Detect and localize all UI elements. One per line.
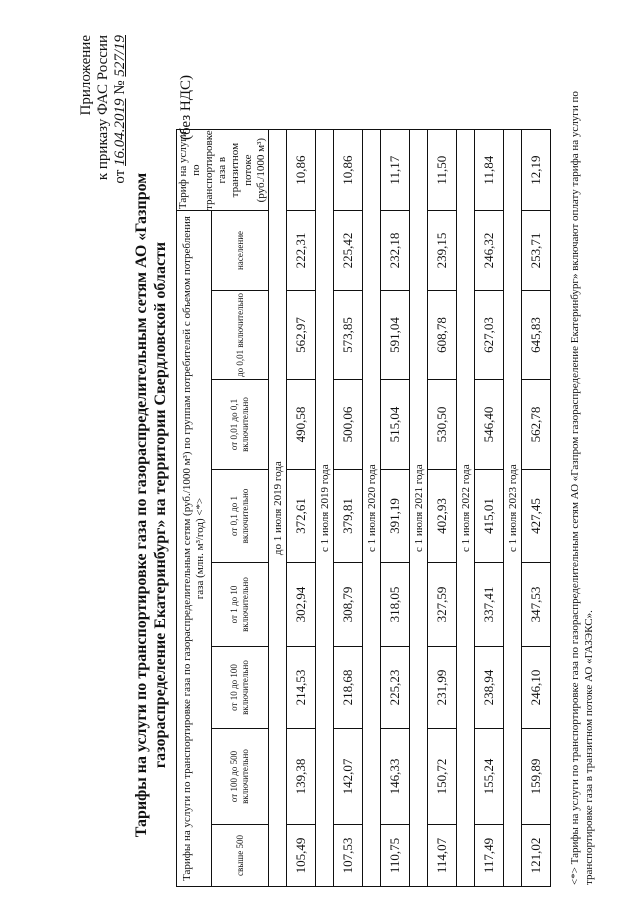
group-header-cell: от 0,01 до 0,1 включительно: [212, 380, 269, 470]
tariff-value-cell: 10,86: [334, 130, 363, 211]
tariff-value-cell: 139,38: [287, 729, 316, 825]
appendix-number-prefix: №: [112, 80, 128, 95]
tariff-value-cell: 146,33: [381, 729, 410, 825]
tariff-values-row: [287, 130, 316, 887]
tariff-value-cell: 225,23: [381, 647, 410, 729]
tariff-values-row: [475, 130, 504, 887]
tariff-values-row: [381, 130, 410, 887]
period-row: [504, 130, 522, 887]
tariff-value-cell: 114,07: [428, 825, 457, 887]
tariff-value-cell: 645,83: [522, 291, 551, 380]
tariff-value-cell: 372,61: [287, 470, 316, 563]
tariff-value-cell: 11,17: [381, 130, 410, 211]
header-transit-cell: Тариф на услуги по транспортировке газа в транзитном потоке (руб./1000 м³): [177, 130, 267, 210]
tariff-value-cell: 238,94: [475, 647, 504, 729]
tariff-value-cell: 159,89: [522, 729, 551, 825]
appendix-date-line: [112, 35, 129, 245]
tariff-value-cell: 302,94: [287, 563, 316, 647]
tariff-value-cell: 608,78: [428, 291, 457, 380]
tariff-value-cell: 562,97: [287, 291, 316, 380]
tariff-value-cell: 347,53: [522, 563, 551, 647]
tariff-value-cell: 253,71: [522, 211, 551, 291]
period-label: с 1 июля 2020 года: [363, 130, 381, 887]
tariff-value-cell: 546,40: [475, 380, 504, 470]
tariff-value-cell: 231,99: [428, 647, 457, 729]
tariff-value-cell: 562,78: [522, 380, 551, 470]
header-main-cell: Тарифы на услуги по транспортировке газа по газораспределительным сетям (руб./1000 м³) по группам потребителей с объемом потребления газа (млн. м³/год) <*>: [177, 211, 212, 887]
period-row: [457, 130, 475, 887]
period-label: с 1 июля 2021 года: [410, 130, 428, 887]
tariff-values-row: [428, 130, 457, 887]
appendix-date-prefix: от: [112, 169, 128, 184]
group-header-cell: от 1 до 10 включительно: [212, 563, 269, 647]
tariff-value-cell: 318,05: [381, 563, 410, 647]
tariff-value-cell: 327,59: [428, 563, 457, 647]
period-row: [269, 130, 287, 887]
group-header-cell: население: [212, 211, 269, 291]
period-label: с 1 июля 2019 года: [316, 130, 334, 887]
tariff-value-cell: 150,72: [428, 729, 457, 825]
tariff-value-cell: 107,53: [334, 825, 363, 887]
group-header-cell: свыше 500: [212, 825, 269, 887]
tariff-value-cell: 225,42: [334, 211, 363, 291]
tariff-value-cell: 573,85: [334, 291, 363, 380]
group-header-cell: от 100 до 500 включительно: [212, 729, 269, 825]
document-title: Тарифы на услуги по транспортировке газа по газораспределительным сетям АО «Газпром газораспределение Екатеринбург» на территории Свердловской области: [133, 172, 169, 838]
tariff-values-row: [522, 130, 551, 887]
period-row: [410, 130, 428, 887]
header-row-main: [177, 130, 212, 887]
footnote: <*> Тарифы на услуги по транспортировке газа по газораспределительным сетям АО «Газпром газораспределение Екатеринбург» включают оплату тарифа на услуги по транспортировке газа в транзитном потоке АО «ГАЗЭКС».: [569, 91, 595, 885]
tariff-value-cell: 10,86: [287, 130, 316, 211]
appendix-order-ref: к приказу ФАС России: [95, 35, 111, 181]
group-header-cell: от 10 до 100 включительно: [212, 647, 269, 729]
tariff-value-cell: 117,49: [475, 825, 504, 887]
tariff-values-row: [334, 130, 363, 887]
tariff-value-cell: 12,19: [522, 130, 551, 211]
tariff-value-cell: 218,68: [334, 647, 363, 729]
tariff-value-cell: 214,53: [287, 647, 316, 729]
tariff-value-cell: 11,50: [428, 130, 457, 211]
tariff-value-cell: 391,19: [381, 470, 410, 563]
tariff-value-cell: 500,06: [334, 380, 363, 470]
group-header-cell: от 0,1 до 1 включительно: [212, 470, 269, 563]
tariff-value-cell: 246,10: [522, 647, 551, 729]
period-label: до 1 июля 2019 года: [269, 130, 287, 887]
tariff-value-cell: 121,02: [522, 825, 551, 887]
tariff-value-cell: 155,24: [475, 729, 504, 825]
tariff-value-cell: 308,79: [334, 563, 363, 647]
tariff-value-cell: 110,75: [381, 825, 410, 887]
appendix-number: 527/19: [112, 35, 128, 77]
appendix-label: Приложение: [78, 35, 94, 116]
tariff-value-cell: 11,84: [475, 130, 504, 211]
tariff-table: [176, 129, 551, 887]
tariff-value-cell: 105,49: [287, 825, 316, 887]
tariff-value-cell: 490,58: [287, 380, 316, 470]
tariff-value-cell: 402,93: [428, 470, 457, 563]
tariff-value-cell: 530,50: [428, 380, 457, 470]
header-row-groups: [212, 130, 269, 887]
appendix-date: 16.04.2019: [112, 98, 128, 166]
tariff-value-cell: 239,15: [428, 211, 457, 291]
tariff-value-cell: 415,01: [475, 470, 504, 563]
tariff-value-cell: 515,04: [381, 380, 410, 470]
period-row: [363, 130, 381, 887]
tariff-value-cell: 246,32: [475, 211, 504, 291]
tariff-value-cell: 142,07: [334, 729, 363, 825]
period-row: [316, 130, 334, 887]
tariff-value-cell: 379,81: [334, 470, 363, 563]
tariff-value-cell: 222,31: [287, 211, 316, 291]
group-header-cell: до 0,01 включительно: [212, 291, 269, 380]
tariff-value-cell: 232,18: [381, 211, 410, 291]
no-vat-note: (без НДС): [178, 75, 194, 141]
period-label: с 1 июля 2022 года: [457, 130, 475, 887]
tariff-value-cell: 427,45: [522, 470, 551, 563]
tariff-value-cell: 627,03: [475, 291, 504, 380]
period-label: с 1 июля 2023 года: [504, 130, 522, 887]
appendix-block: [78, 35, 129, 245]
tariff-value-cell: 337,41: [475, 563, 504, 647]
tariff-value-cell: 591,04: [381, 291, 410, 380]
